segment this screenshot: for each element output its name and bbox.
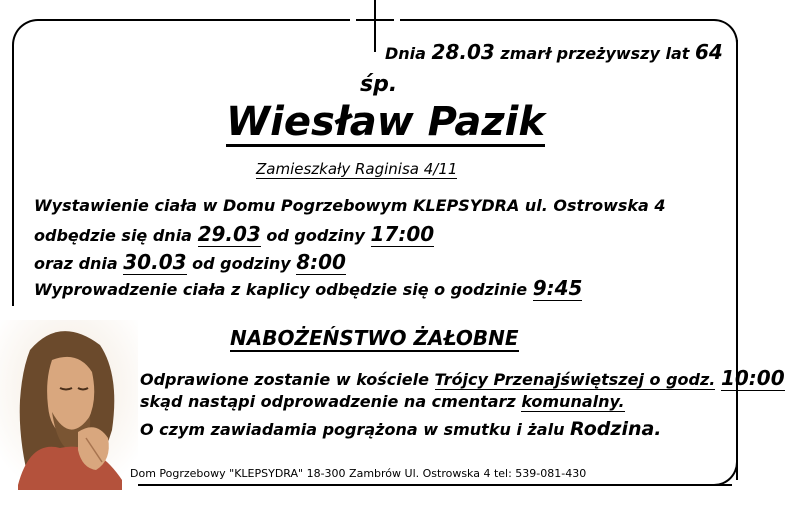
- frame-top-right-line: [400, 19, 692, 21]
- deceased-name: Wiesław Pazik: [226, 99, 545, 145]
- mass-line-2: [140, 392, 625, 411]
- cross-icon-horizontal: [356, 19, 394, 21]
- death-middle: zmarł przeżywszy lat: [500, 44, 690, 63]
- frame-bottom-line: [120, 484, 732, 486]
- procession-text: Wyprowadzenie ciała z kaplicy odbędzie się o godzinie: [34, 280, 528, 299]
- wake-line-3-mid: od godziny: [192, 254, 291, 273]
- church-name: Trójcy Przenajświętszej o godz.: [434, 370, 716, 389]
- procession-time: 9:45: [532, 276, 583, 300]
- address-line: Zamieszkały Raginisa 4/11: [256, 160, 458, 178]
- mass-line-2-pre: skąd nastąpi odprowadzenie na cmentarz: [140, 392, 516, 411]
- cemetery-name: komunalny.: [521, 392, 625, 411]
- wake-line-2: [34, 222, 434, 246]
- death-date: 28.03: [431, 40, 495, 64]
- cross-icon-vertical: [374, 0, 376, 52]
- wake-line-4: [34, 276, 582, 300]
- wake-date-1: 29.03: [197, 222, 261, 246]
- wake-line-3-pre: oraz dnia: [34, 254, 118, 273]
- praying-jesus-portrait-icon: [0, 320, 138, 490]
- wake-line-2-mid: od godziny: [266, 226, 365, 245]
- death-age: 64: [695, 40, 723, 64]
- mass-title: NABOŻEŃSTWO ŻAŁOBNE: [230, 326, 519, 350]
- wake-time-2: 8:00: [296, 250, 346, 274]
- wake-time-1: 17:00: [370, 222, 435, 246]
- mass-line-3-pre: O czym zawiadamia pogrążona w smutku i żalu: [140, 420, 565, 439]
- wake-line-1: Wystawienie ciała w Domu Pogrzebowym KLEPSYDRA ul. Ostrowska 4: [34, 196, 666, 215]
- sp-label: śp.: [360, 72, 398, 97]
- frame-top-left-line: [60, 19, 350, 21]
- mass-time: 10:00: [720, 366, 785, 390]
- wake-line-2-pre: odbędzie się dnia: [34, 226, 192, 245]
- mass-line-1-pre: Odprawione zostanie w kościele: [140, 370, 429, 389]
- frame-right-line: [736, 40, 738, 480]
- mass-line-3: [140, 418, 662, 440]
- funeral-home-footer: Dom Pogrzebowy "KLEPSYDRA" 18-300 Zambrów Ul. Ostrowska 4 tel: 539-081-430: [130, 467, 587, 480]
- death-date-line: [385, 40, 723, 64]
- mass-line-1: [140, 366, 785, 390]
- frame-corner-top-left: [12, 19, 66, 61]
- frame-corner-bottom-right: [696, 456, 738, 486]
- frame-left-line: [12, 56, 14, 306]
- wake-date-2: 30.03: [123, 250, 187, 274]
- wake-line-3: [34, 250, 346, 274]
- death-prefix: Dnia: [385, 44, 426, 63]
- family-signature: Rodzina.: [570, 418, 662, 440]
